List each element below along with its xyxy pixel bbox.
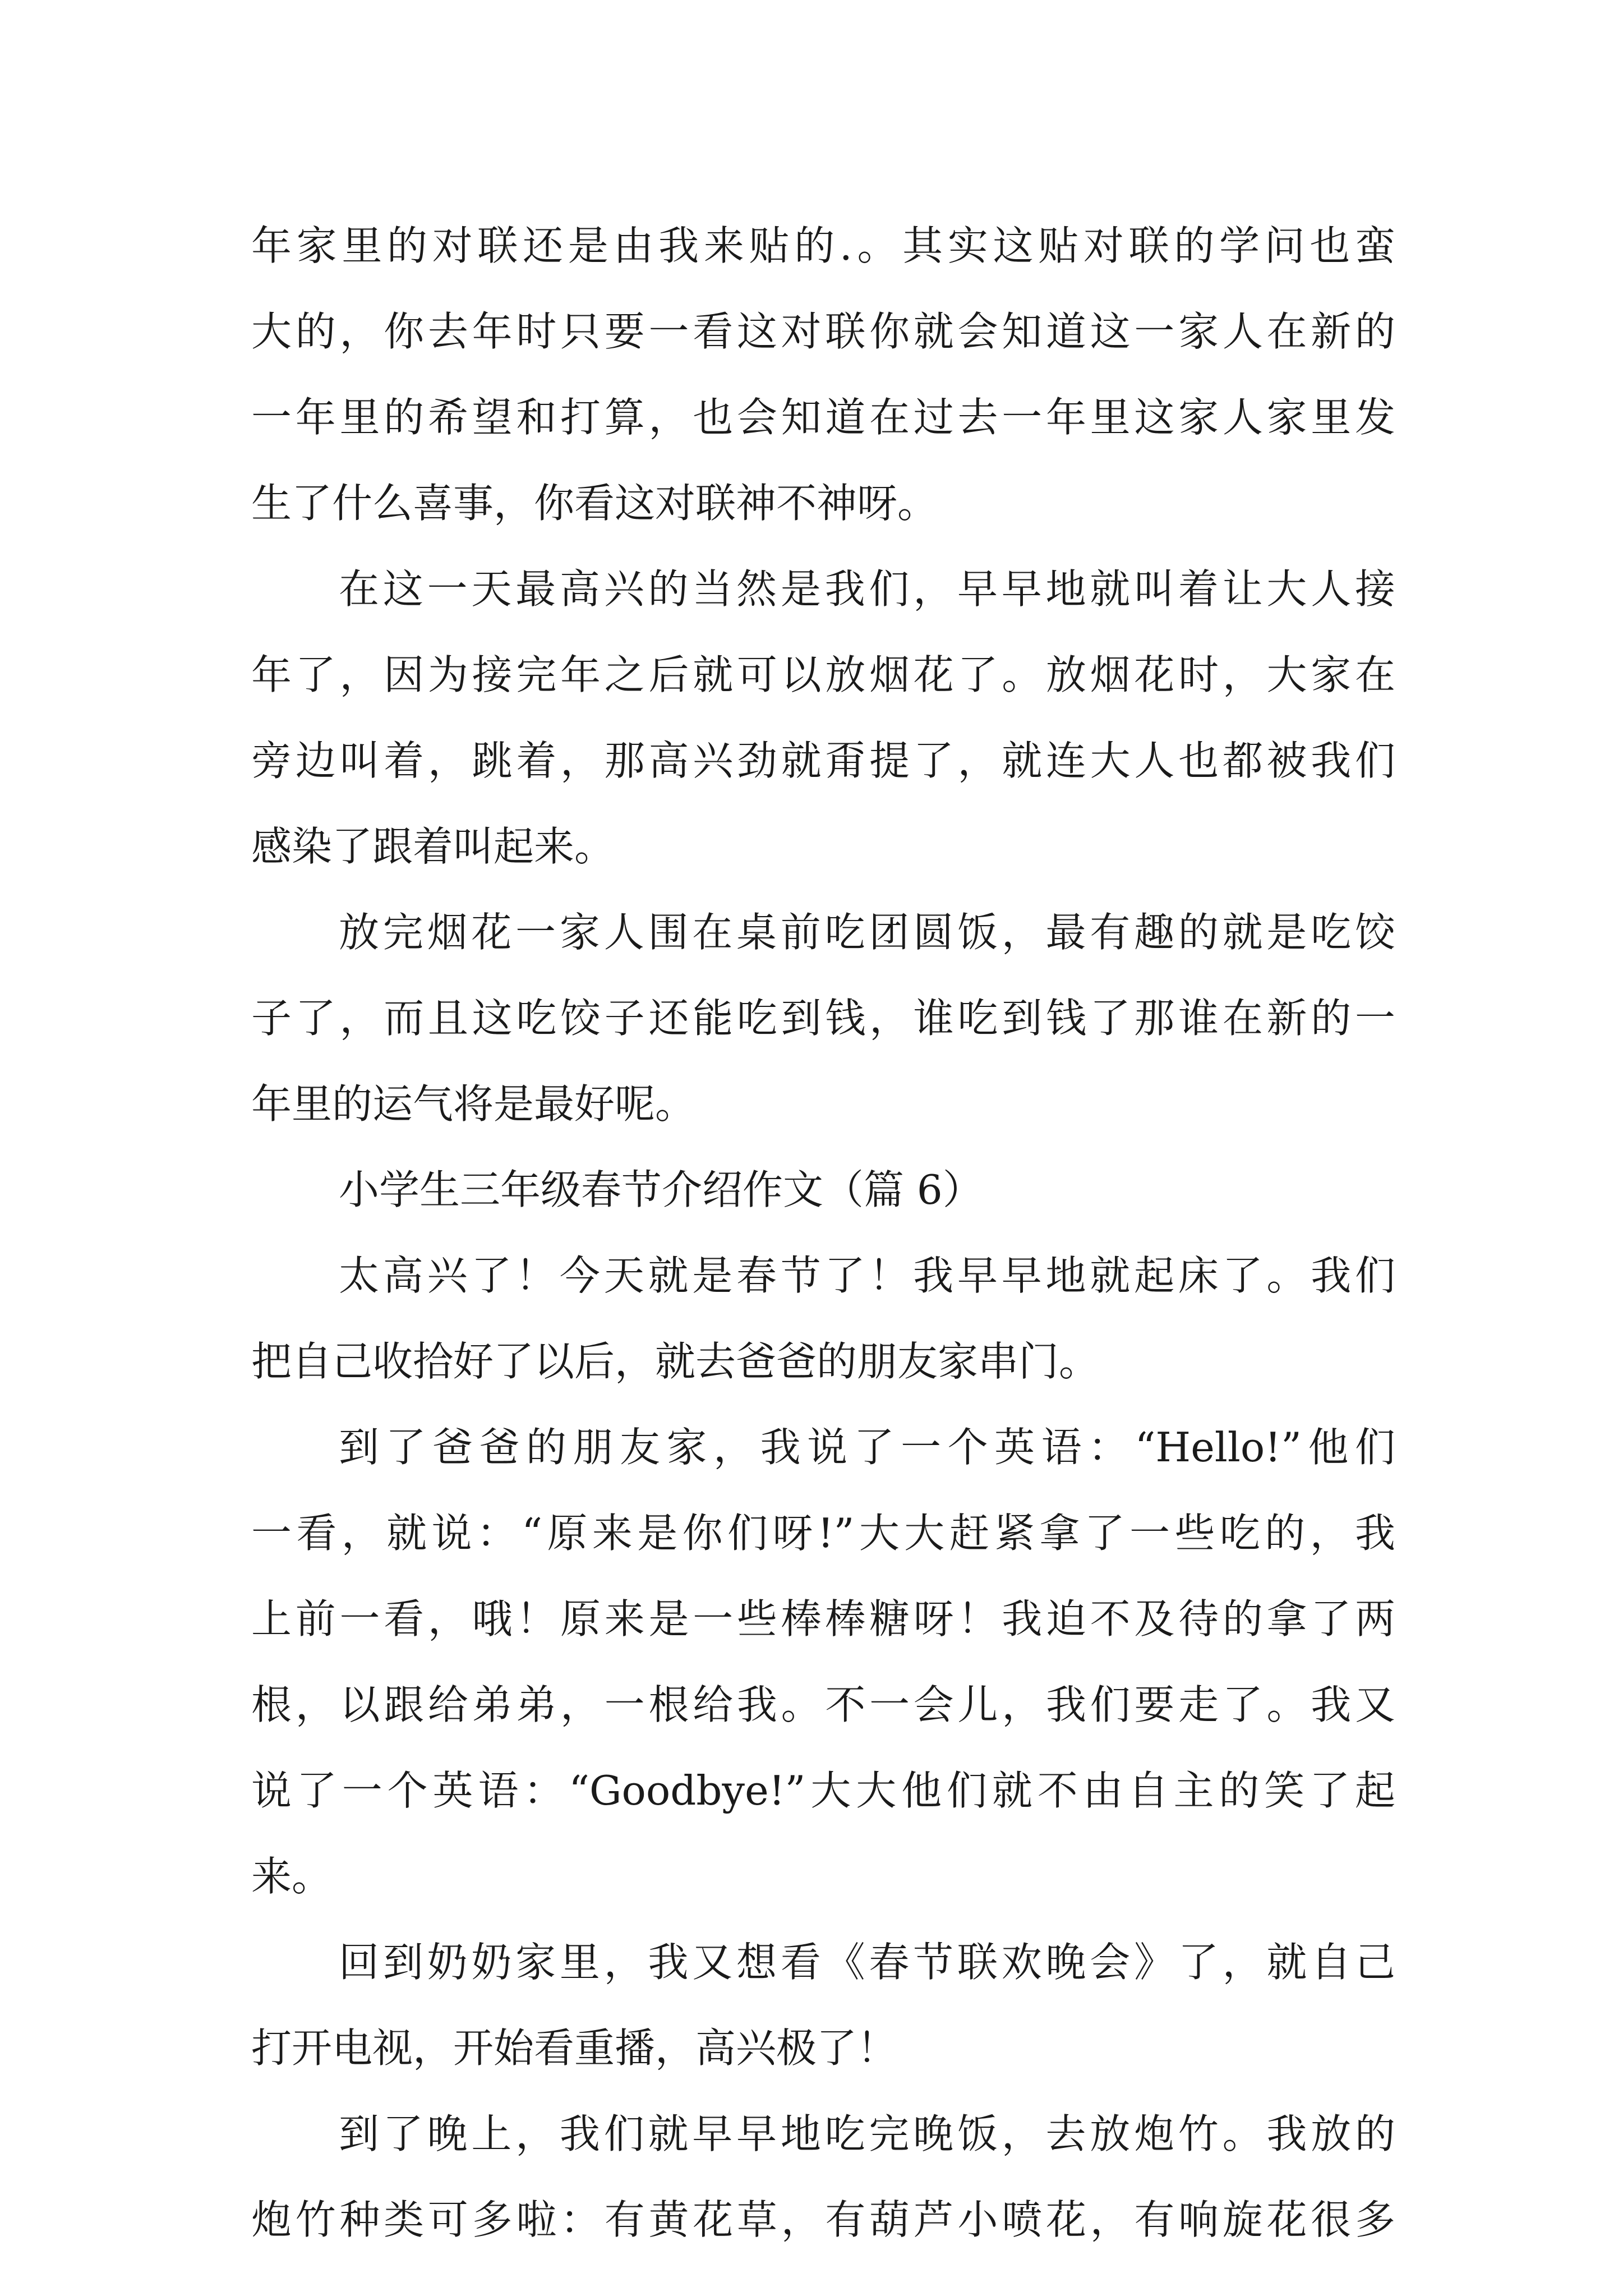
text-line: 大的，你去年时只要一看这对联你就会知道这一家人在新的 bbox=[251, 308, 1395, 355]
text-line: 根，以跟给弟弟，一根给我。不一会儿，我们要走了。我又 bbox=[251, 1681, 1395, 1728]
text-line: 年了，因为接完年之后就可以放烟花了。放烟花时，大家在 bbox=[251, 651, 1395, 698]
text-line: 感染了跟着叫起来。 bbox=[251, 823, 615, 870]
section-heading: 小学生三年级春节介绍作文（篇 6） bbox=[339, 1166, 983, 1213]
text-line: 生了什么喜事，你看这对联神不神呀。 bbox=[251, 480, 938, 527]
text-line: 一年里的希望和打算，也会知道在过去一年里这家人家里发 bbox=[251, 394, 1395, 441]
text-line: 打开电视，开始看重播，高兴极了！ bbox=[251, 2024, 898, 2072]
text-line: 把自己收拾好了以后，就去爸爸的朋友家串门。 bbox=[251, 1338, 1100, 1385]
paragraph-first-line: 到了晚上，我们就早早地吃完晚饭，去放炮竹。我放的 bbox=[339, 2110, 1395, 2157]
paragraph-first-line: 到了爸爸的朋友家，我说了一个英语：“Hello!”他们 bbox=[339, 1424, 1395, 1471]
text-line: 旁边叫着，跳着，那高兴劲就甭提了，就连大人也都被我们 bbox=[251, 737, 1395, 784]
text-line: 年家里的对联还是由我来贴的.。其实这贴对联的学问也蛮 bbox=[251, 222, 1395, 269]
text-line: 子了，而且这吃饺子还能吃到钱，谁吃到钱了那谁在新的一 bbox=[251, 995, 1395, 1042]
text-line: 炮竹种类可多啦：有黄花草，有葫芦小喷花，有响旋花很多 bbox=[251, 2196, 1395, 2243]
text-line: 上前一看，哦！原来是一些棒棒糖呀！我迫不及待的拿了两 bbox=[251, 1595, 1395, 1642]
paragraph-first-line: 太高兴了！今天就是春节了！我早早地就起床了。我们 bbox=[339, 1252, 1395, 1299]
paragraph-first-line: 在这一天最高兴的当然是我们，早早地就叫着让大人接 bbox=[339, 565, 1395, 613]
paragraph-first-line: 回到奶奶家里，我又想看《春节联欢晚会》了，就自己 bbox=[339, 1939, 1395, 1986]
paragraph-first-line: 放完烟花一家人围在桌前吃团圆饭，最有趣的就是吃饺 bbox=[339, 909, 1395, 956]
text-line: 说了一个英语：“Goodbye!”大大他们就不由自主的笑了起 bbox=[251, 1767, 1395, 1814]
text-line: 一看，就说：“原来是你们呀!”大大赶紧拿了一些吃的，我 bbox=[251, 1510, 1395, 1557]
text-line: 年里的运气将是最好呢。 bbox=[251, 1080, 696, 1128]
text-line: 来。 bbox=[251, 1853, 333, 1900]
document-body bbox=[251, 203, 1395, 2263]
